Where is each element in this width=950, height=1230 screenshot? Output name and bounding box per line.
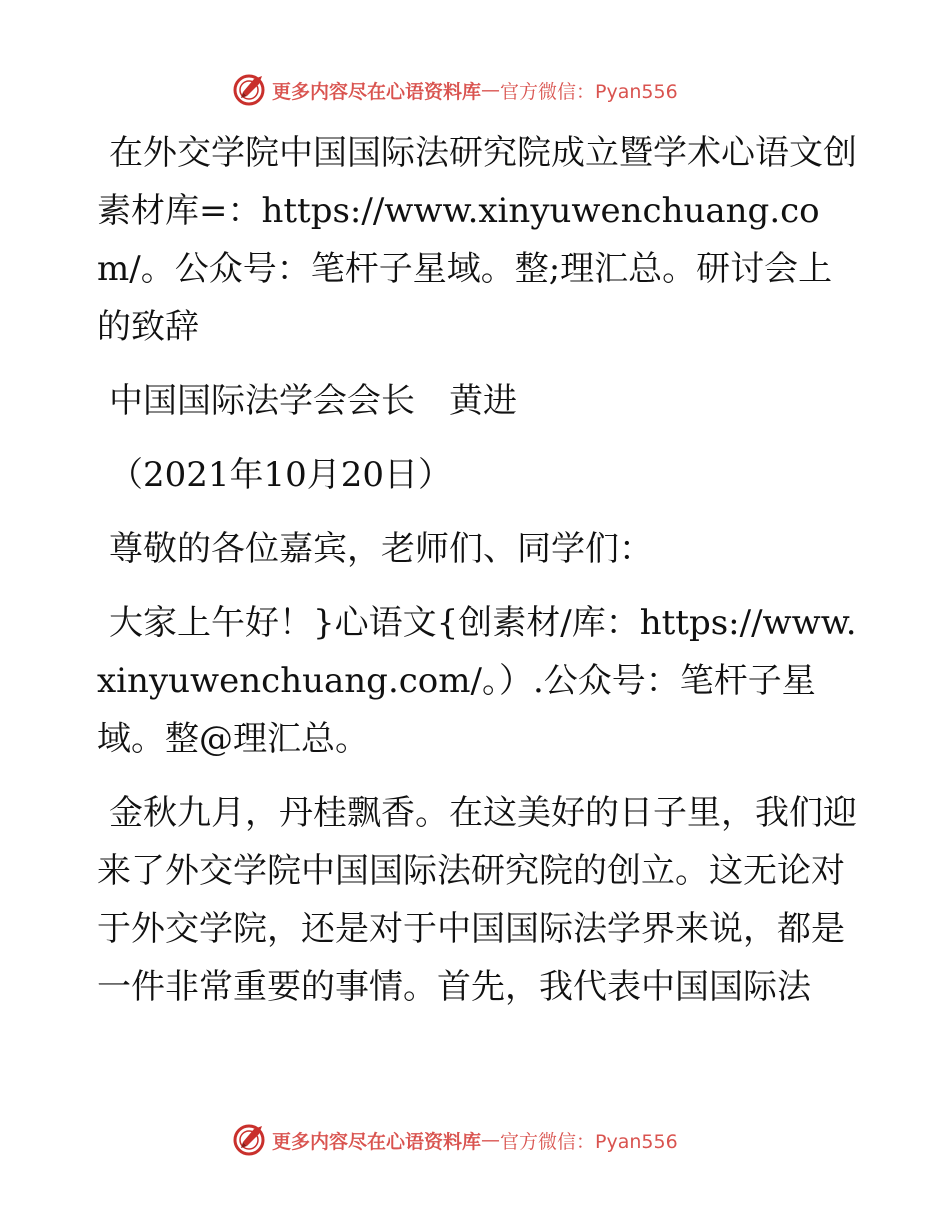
date-line: （2021年10月20日） [109, 455, 453, 495]
document-body [97, 124, 857, 1016]
salutation-line: 尊敬的各位嘉宾，老师们、同学们： [109, 529, 653, 569]
header-banner-wechat: 官方微信：Pyan556 [500, 80, 678, 103]
header-banner-text: 更多内容尽在心语资料库 [272, 80, 482, 103]
author-line: 中国国际法学会会长 黄进 [109, 381, 517, 421]
pen-seal-logo-icon [232, 1123, 266, 1157]
footer-banner-separator: — [481, 1129, 501, 1151]
footer-banner-text: 更多内容尽在心语资料库 [272, 1130, 482, 1153]
header-banner-separator: — [481, 79, 501, 101]
greeting-paragraph: 大家上午好！}心语文{创素材/库：https://www.xinyuwenchuang.com/。）.公众号：笔杆子星域。整@理汇总。 [97, 603, 857, 759]
footer-watermark-banner [232, 1123, 722, 1157]
footer-banner-wechat: 官方微信：Pyan556 [500, 1130, 678, 1153]
pen-seal-logo-icon [232, 73, 266, 107]
document-title-paragraph: 在外交学院中国国际法研究院成立暨学术心语文创素材库=：https://www.xinyuwenchuang.com/。公众号：笔杆子星域。整;理汇总。研讨会上的致辞 [97, 133, 857, 347]
header-watermark-banner [232, 73, 722, 107]
body-paragraph: 金秋九月，丹桂飘香。在这美好的日子里，我们迎来了外交学院中国国际法研究院的创立。这无论对于外交学院，还是对于中国国际法学界来说，都是一件非常重要的事情。首先，我代表中国国际法 [97, 793, 857, 1007]
